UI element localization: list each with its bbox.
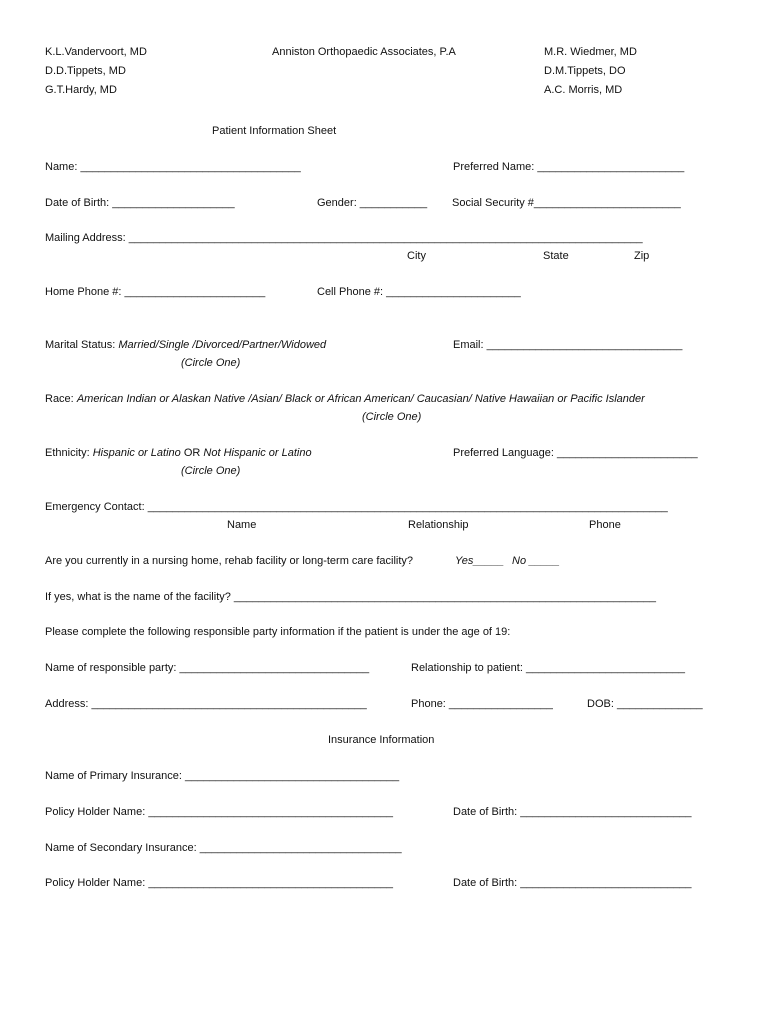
race-options[interactable]: American Indian or Alaskan Native /Asian/ Black or African American/ Caucasian/ Native Hawaiian or Pacific Islander <box>76 393 645 405</box>
doctor-left-2: D.D.Tippets, MD <box>45 65 126 77</box>
ethnicity <box>45 447 312 460</box>
facility-name-field[interactable]: If yes, what is the name of the facility? _____________________________________________________________________ <box>45 591 657 603</box>
preferred-language-field[interactable]: Preferred Language: _______________________ <box>453 447 698 459</box>
race-circle-one: (Circle One) <box>362 411 422 423</box>
secondary-insurance-field[interactable]: Name of Secondary Insurance: _________________________________ <box>45 842 402 854</box>
race-label: Race: <box>45 393 74 405</box>
doctor-left-1: K.L.Vandervoort, MD <box>45 46 147 58</box>
doctor-right-3: A.C. Morris, MD <box>544 84 623 96</box>
secondary-holder-dob-field[interactable]: Date of Birth: ____________________________ <box>453 877 692 889</box>
relationship-to-patient-field[interactable]: Relationship to patient: __________________________ <box>411 662 686 674</box>
home-phone-field[interactable]: Home Phone #: _______________________ <box>45 286 266 298</box>
primary-holder-dob-field[interactable]: Date of Birth: ____________________________ <box>453 806 692 818</box>
cell-phone-field[interactable]: Cell Phone #: ______________________ <box>317 286 521 298</box>
rp-phone-field[interactable]: Phone: _________________ <box>411 698 553 710</box>
mailing-address-field[interactable]: Mailing Address: ____________________________________________________________________________________ <box>45 232 643 244</box>
nursing-yes-field[interactable]: Yes_____ <box>455 555 504 567</box>
dob-field[interactable]: Date of Birth: ____________________ <box>45 197 235 209</box>
ethnicity-option-hispanic[interactable]: Hispanic or Latino <box>92 447 181 459</box>
nursing-question: Are you currently in a nursing home, rehab facility or long-term care facility? <box>45 555 414 567</box>
practice-name: Anniston Orthopaedic Associates, P.A <box>272 46 456 58</box>
insurance-title: Insurance Information <box>328 734 435 746</box>
marital-status <box>45 339 326 352</box>
ec-phone-label: Phone <box>589 519 621 531</box>
race <box>45 393 645 406</box>
email-field[interactable]: Email: ________________________________ <box>453 339 683 351</box>
responsible-party-note: Please complete the following responsible party information if the patient is under the age of 19: <box>45 626 511 638</box>
ec-name-label: Name <box>227 519 257 531</box>
ethnicity-or: OR <box>183 447 201 459</box>
ethnicity-label: Ethnicity: <box>45 447 90 459</box>
marital-options[interactable]: Married/Single /Divorced/Partner/Widowed <box>118 339 327 351</box>
gender-field[interactable]: Gender: ___________ <box>317 197 428 209</box>
preferred-name-field[interactable]: Preferred Name: ________________________ <box>453 161 685 173</box>
ssn-field[interactable]: Social Security #________________________ <box>452 197 681 209</box>
rp-address-field[interactable]: Address: _____________________________________________ <box>45 698 367 710</box>
doctor-right-1: M.R. Wiedmer, MD <box>544 46 637 58</box>
address-zip-label: Zip <box>634 250 650 262</box>
primary-insurance-field[interactable]: Name of Primary Insurance: ___________________________________ <box>45 770 400 782</box>
sheet-title: Patient Information Sheet <box>212 125 337 137</box>
primary-policy-holder-field[interactable]: Policy Holder Name: ________________________________________ <box>45 806 394 818</box>
address-city-label: City <box>407 250 426 262</box>
doctor-right-2: D.M.Tippets, DO <box>544 65 626 77</box>
marital-circle-one: (Circle One) <box>181 357 241 369</box>
emergency-contact-field[interactable]: Emergency Contact: _____________________________________________________________________________________ <box>45 501 668 513</box>
nursing-no-field[interactable]: No _____ <box>512 555 560 567</box>
rp-dob-field[interactable]: DOB: ______________ <box>587 698 703 710</box>
ethnicity-option-not-hispanic[interactable]: Not Hispanic or Latino <box>203 447 312 459</box>
name-field[interactable]: Name: ____________________________________ <box>45 161 301 173</box>
address-state-label: State <box>543 250 569 262</box>
responsible-party-name-field[interactable]: Name of responsible party: _______________________________ <box>45 662 370 674</box>
ec-relationship-label: Relationship <box>408 519 469 531</box>
ethnicity-circle-one: (Circle One) <box>181 465 241 477</box>
doctor-left-3: G.T.Hardy, MD <box>45 84 117 96</box>
secondary-policy-holder-field[interactable]: Policy Holder Name: ________________________________________ <box>45 877 394 889</box>
marital-label: Marital Status: <box>45 339 116 351</box>
